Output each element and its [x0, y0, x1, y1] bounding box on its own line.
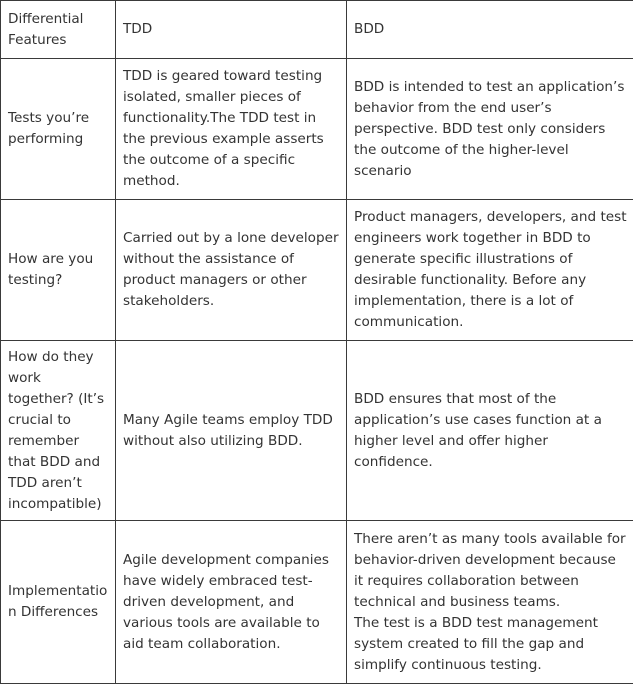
table-header-row: [1, 1, 633, 59]
bdd-cell: [347, 341, 633, 521]
tdd-text: Agile development companies have widely embraced test-driven development, and various tools are available to aid team collaboration.: [123, 550, 340, 655]
bdd-text: BDD ensures that most of the application’s use cases function at a higher level and offer higher confidence.: [354, 389, 627, 473]
tdd-cell: [116, 341, 347, 521]
feature-label: How do they work together? (It’s crucial to remember that BDD and TDD aren’t incompatible): [8, 347, 109, 515]
table-row: [1, 521, 633, 684]
tdd-text: Carried out by a lone developer without the assistance of product managers or other stakeholders.: [123, 228, 340, 312]
table-row: [1, 59, 633, 200]
feature-cell: [1, 59, 116, 200]
bdd-cell: [347, 521, 633, 684]
bdd-text: BDD is intended to test an application’s behavior from the end user’s perspective. BDD test only considers the outcome of the higher-level scenario: [354, 77, 627, 182]
feature-cell: [1, 521, 116, 684]
feature-label: Implementation Differences: [8, 581, 109, 623]
feature-cell: [1, 341, 116, 521]
bdd-text: There aren’t as many tools available for behavior-driven development because it requires collaboration between technical and business teams. The test is a BDD test management system created to fill the gap and simplify continuous testing.: [354, 529, 627, 676]
bdd-cell: [347, 59, 633, 200]
header-bdd-label: BDD: [354, 19, 627, 40]
header-cell-features: [1, 1, 116, 59]
table-row: [1, 341, 633, 521]
tdd-cell: [116, 521, 347, 684]
feature-label: Tests you’re performing: [8, 108, 109, 150]
table-row: [1, 200, 633, 341]
header-tdd-label: TDD: [123, 19, 340, 40]
bdd-cell: [347, 200, 633, 341]
feature-label: How are you testing?: [8, 249, 109, 291]
tdd-text: Many Agile teams employ TDD without also utilizing BDD.: [123, 410, 340, 452]
header-cell-bdd: [347, 1, 633, 59]
bdd-text: Product managers, developers, and test engineers work together in BDD to generate specific illustrations of desirable functionality. Before any implementation, there is a lot of communication.: [354, 207, 627, 333]
tdd-text: TDD is geared toward testing isolated, smaller pieces of functionality.The TDD test in the previous example asserts the outcome of a specific method.: [123, 66, 340, 192]
tdd-cell: [116, 59, 347, 200]
header-features-label: Differential Features: [8, 9, 109, 51]
feature-cell: [1, 200, 116, 341]
tdd-cell: [116, 200, 347, 341]
header-cell-tdd: [116, 1, 347, 59]
